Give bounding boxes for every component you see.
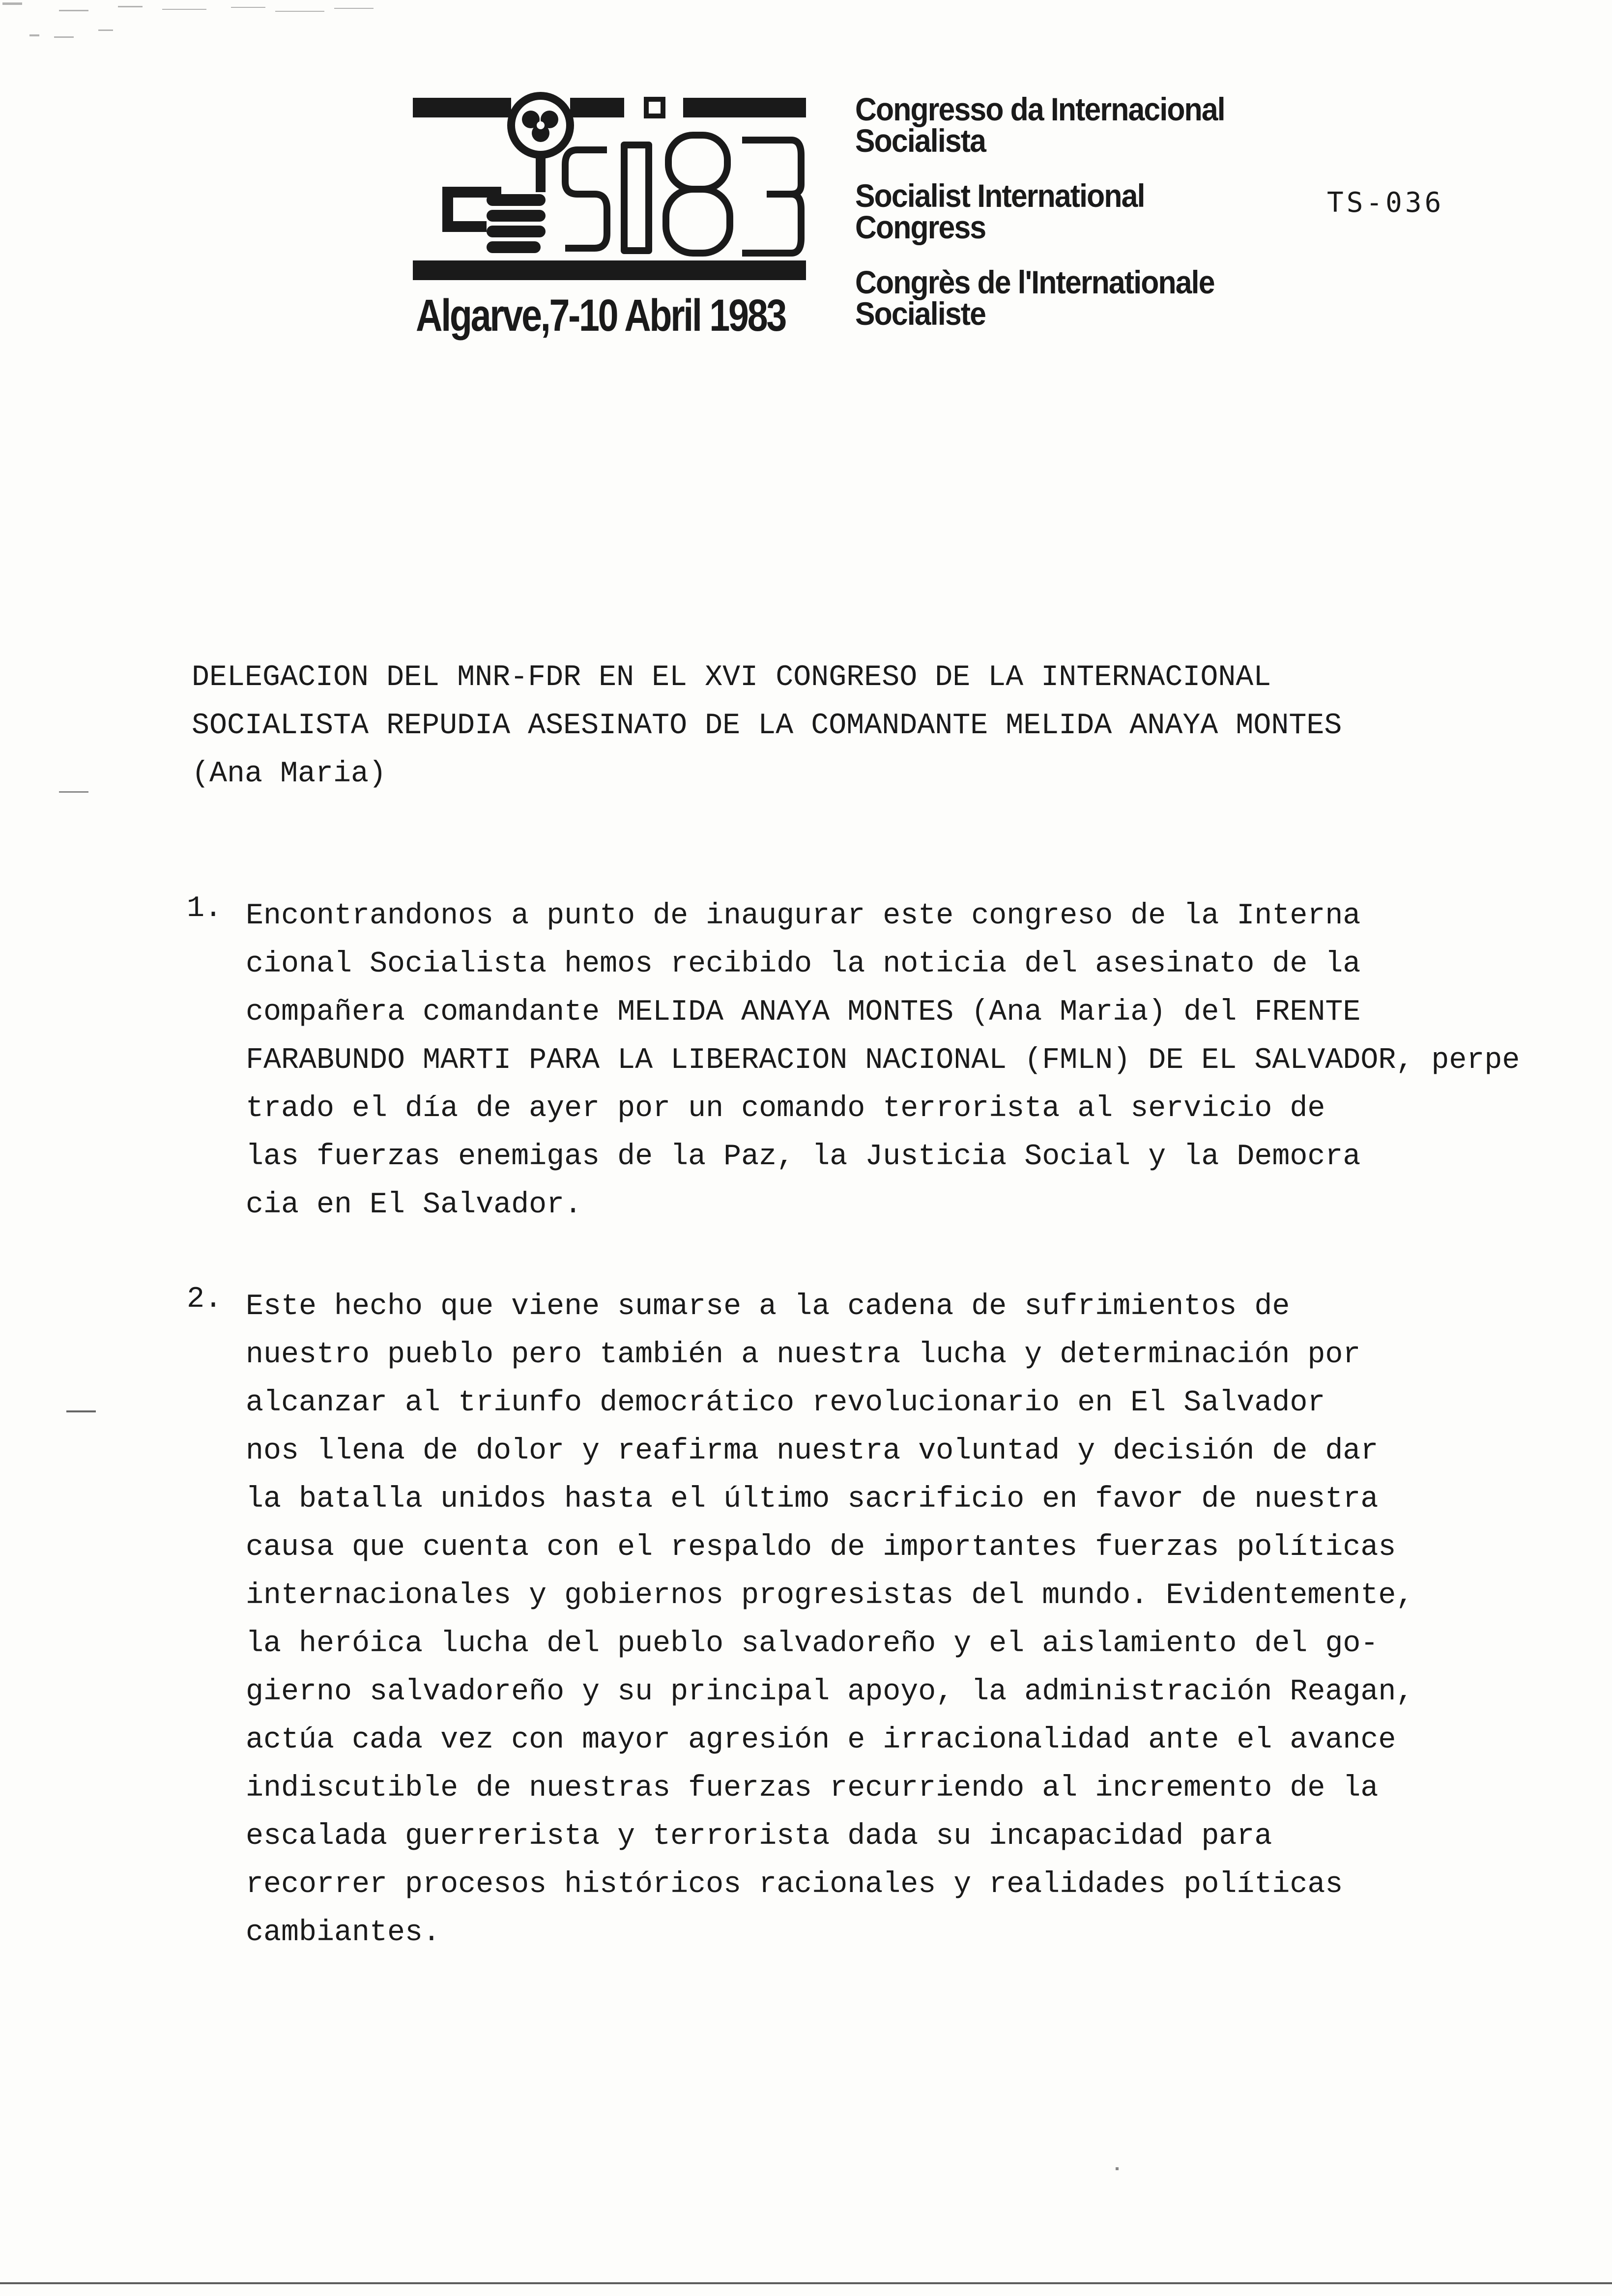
heading-line: (Ana Maria) — [192, 757, 387, 791]
document-heading — [192, 654, 1342, 798]
text-line: cional Socialista hemos recibido la noticia del asesinato de la — [246, 947, 1361, 981]
text-line: las fuerzas enemigas de la Paz, la Justicia Social y la Democra — [246, 1140, 1361, 1174]
text-line: la batalla unidos hasta el último sacrificio en favor de nuestra — [246, 1483, 1379, 1516]
title-french: Congrès de l'Internationale Socialiste — [855, 264, 1214, 332]
text-line: actúa cada vez con mayor agresión e irracionalidad ante el avance — [246, 1723, 1396, 1757]
si83-logo-graphic — [413, 91, 806, 292]
text-line: cia en El Salvador. — [246, 1188, 582, 1222]
si83-logo — [413, 91, 806, 292]
heading-line: DELEGACION DEL MNR-FDR EN EL XVI CONGRESO DE LA INTERNACIONAL — [192, 661, 1271, 694]
text-line: recorrer procesos históricos racionales y realidades políticas — [246, 1868, 1343, 1901]
text-line: alcanzar al triunfo democrático revolucionario en El Salvador — [246, 1386, 1325, 1420]
text-line: Encontrandonos a punto de inaugurar este congreso de la Interna — [246, 899, 1361, 933]
text-line: gierno salvadoreño y su principal apoyo, la administración Reagan, — [246, 1675, 1414, 1709]
text-line: nuestro pueblo pero también a nuestra lucha y determinación por — [246, 1338, 1361, 1372]
scan-mark — [1116, 2167, 1119, 2170]
scan-specks — [0, 0, 393, 39]
text-line: indiscutible de nuestras fuerzas recurriendo al incremento de la — [246, 1772, 1379, 1805]
text-line: compañera comandante MELIDA ANAYA MONTES (Ana Maria) del FRENTE — [246, 996, 1361, 1029]
text-line: FARABUNDO MARTI PARA LA LIBERACION NACIONAL (FMLN) DE EL SALVADOR, perpe — [246, 1044, 1520, 1077]
paragraph-number: 1. — [187, 892, 223, 925]
title-english: Socialist International Congress — [855, 177, 1145, 245]
text-line: causa que cuenta con el respaldo de importantes fuerzas políticas — [246, 1531, 1396, 1564]
text-line: Este hecho que viene sumarse a la cadena de sufrimientos de — [246, 1290, 1290, 1323]
margin-mark — [66, 1410, 96, 1412]
text-line: nos llena de dolor y reafirma nuestra voluntad y decisión de dar — [246, 1435, 1379, 1468]
paragraph-text — [246, 892, 1520, 1229]
scan-edge-line — [0, 2282, 1612, 2284]
text-line: trado el día de ayer por un comando terrorista al servicio de — [246, 1092, 1325, 1125]
text-line: cambiantes. — [246, 1916, 441, 1950]
congress-titles — [855, 93, 1337, 353]
document-code: TS-036 — [1327, 187, 1444, 219]
text-line: la heróica lucha del pueblo salvadoreño y el aislamiento del go- — [246, 1627, 1379, 1661]
scan-mark — [59, 791, 88, 793]
paragraph-number: 2. — [187, 1283, 223, 1316]
title-portuguese: Congresso da Internacional Socialista — [855, 91, 1225, 159]
paragraph-text — [246, 1283, 1413, 1957]
heading-line: SOCIALISTA REPUDIA ASESINATO DE LA COMANDANTE MELIDA ANAYA MONTES — [192, 709, 1342, 743]
text-line: internacionales y gobiernos progresistas del mundo. Evidentemente, — [246, 1579, 1414, 1612]
logo-caption: Algarve,7-10 Abril 1983 — [416, 290, 786, 341]
text-line: escalada guerrerista y terrorista dada su incapacidad para — [246, 1820, 1272, 1853]
